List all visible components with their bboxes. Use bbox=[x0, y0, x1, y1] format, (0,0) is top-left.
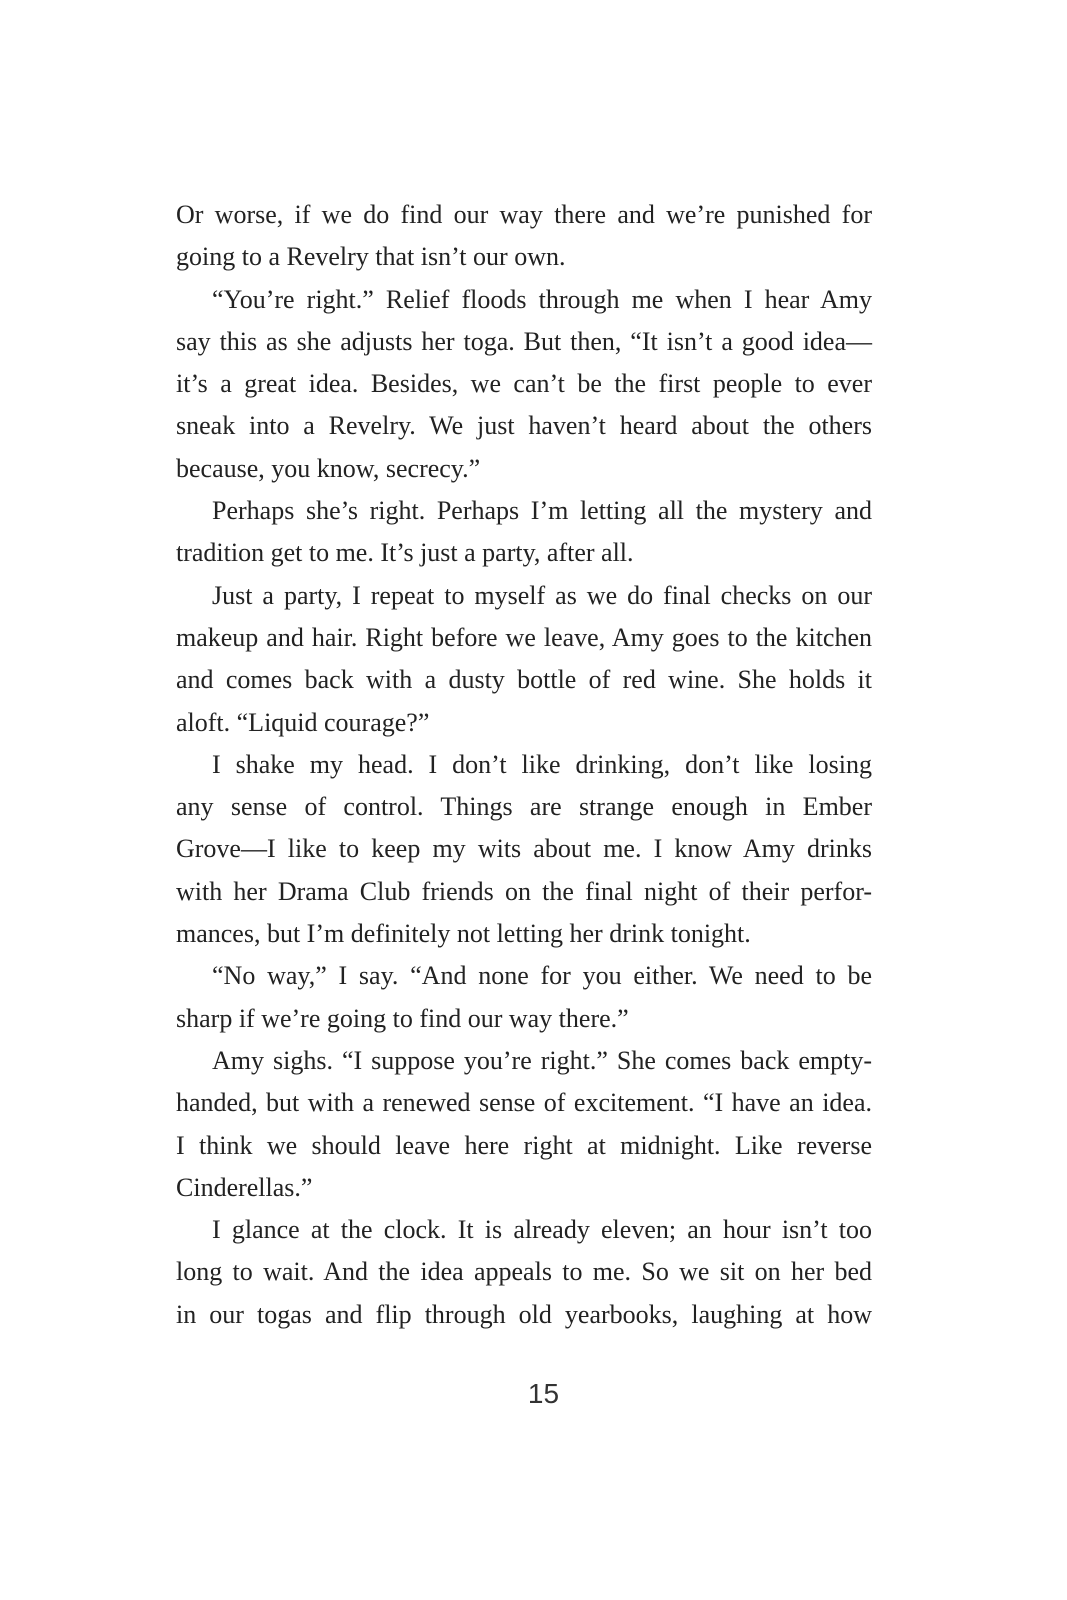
text-line: “No way,” I say. “And none for you either. We need to be bbox=[212, 961, 872, 991]
text-line: and comes back with a dusty bottle of red wine. She holds it bbox=[176, 665, 872, 695]
text-line: “You’re right.” Relief floods through me when I hear Amy bbox=[212, 284, 872, 314]
text-line: Just a party, I repeat to myself as we do final checks on our bbox=[212, 580, 872, 610]
text-line: in our togas and flip through old yearbooks, laughing at how bbox=[176, 1299, 872, 1329]
text-line: Cinderellas.” bbox=[176, 1172, 313, 1202]
text-line: it’s a great idea. Besides, we can’t be the first people to ever bbox=[176, 369, 872, 399]
text-line: Perhaps she’s right. Perhaps I’m letting all the mystery and bbox=[212, 496, 872, 526]
text-line: Or worse, if we do find our way there and we’re punished for bbox=[176, 200, 872, 229]
text-line: long to wait. And the idea appeals to me. So we sit on her bed bbox=[176, 1257, 872, 1287]
text-line: I shake my head. I don’t like drinking, don’t like losing bbox=[212, 749, 872, 779]
text-line: makeup and hair. Right before we leave, Amy goes to the kitchen bbox=[176, 622, 872, 652]
text-line: Amy sighs. “I suppose you’re right.” She comes back empty- bbox=[212, 1045, 872, 1075]
text-line: with her Drama Club friends on the final night of their perfor- bbox=[176, 876, 872, 906]
page-number: 15 bbox=[527, 1378, 560, 1409]
text-line: mances, but I’m definitely not letting her drink tonight. bbox=[176, 919, 751, 949]
text-line: aloft. “Liquid courage?” bbox=[176, 707, 430, 737]
text-line: because, you know, secrecy.” bbox=[176, 453, 481, 483]
text-line: handed, but with a renewed sense of excitement. “I have an idea. bbox=[176, 1088, 872, 1118]
body-text bbox=[176, 194, 872, 1336]
text-line: sneak into a Revelry. We just haven’t heard about the others bbox=[176, 411, 872, 441]
text-line: any sense of control. Things are strange enough in Ember bbox=[176, 792, 872, 822]
text-line: sharp if we’re going to find our way there.” bbox=[176, 1003, 629, 1033]
text-line: I think we should leave here right at midnight. Like reverse bbox=[176, 1130, 872, 1160]
text-line: tradition get to me. It’s just a party, after all. bbox=[176, 538, 634, 568]
text-line: I glance at the clock. It is already eleven; an hour isn’t too bbox=[212, 1215, 872, 1245]
text-line: going to a Revelry that isn’t our own. bbox=[176, 242, 566, 272]
text-line: say this as she adjusts her toga. But then, “It isn’t a good idea— bbox=[176, 326, 872, 356]
text-line: Grove—I like to keep my wits about me. I know Amy drinks bbox=[176, 834, 872, 864]
